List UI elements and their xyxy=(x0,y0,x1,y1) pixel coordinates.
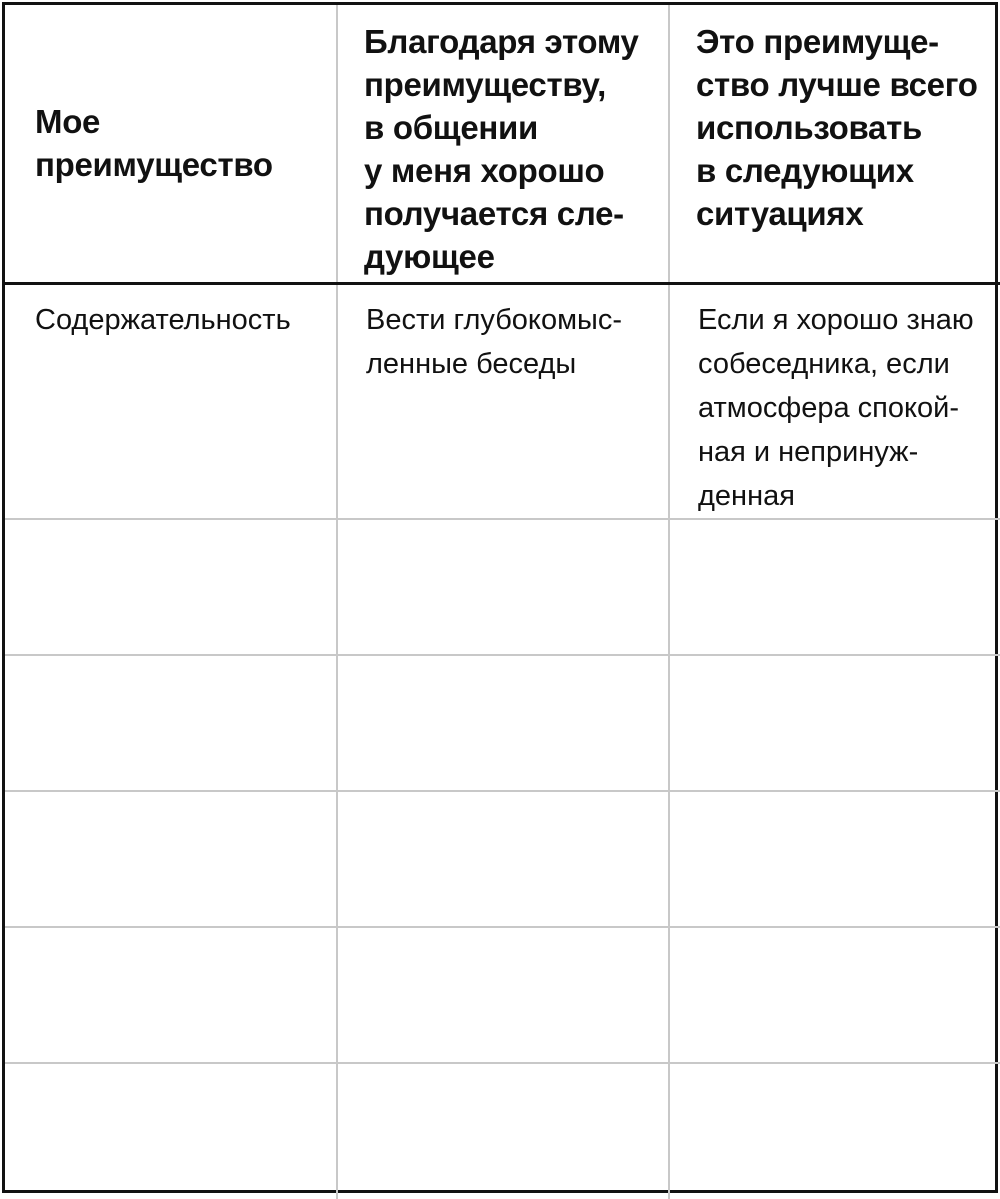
table-cell xyxy=(5,283,337,519)
table-row xyxy=(5,791,1000,927)
table-cell xyxy=(5,791,337,927)
table-cell xyxy=(337,655,669,791)
header-what-works-well xyxy=(337,5,669,283)
header-label: Это преимуще- ство лучше всего использовать в следующих ситуациях xyxy=(696,23,978,232)
cell-text: Содержательность xyxy=(35,303,291,336)
table-cell xyxy=(5,927,337,1063)
table-cell xyxy=(337,1063,669,1199)
table-cell xyxy=(669,519,1000,655)
table-header xyxy=(5,5,1000,283)
header-my-advantage xyxy=(5,5,337,283)
table-cell xyxy=(337,791,669,927)
table-cell xyxy=(337,283,669,519)
table-cell xyxy=(5,1063,337,1199)
header-label: Благодаря этому преимуществу, в общении у меня хорошо получается сле- дующее xyxy=(364,23,639,275)
cell-text: Вести глубокомыс- ленные беседы xyxy=(366,303,623,380)
table-row xyxy=(5,283,1000,519)
table-cell xyxy=(669,283,1000,519)
table-cell xyxy=(669,655,1000,791)
table-cell xyxy=(669,927,1000,1063)
table-cell xyxy=(669,1063,1000,1199)
table-cell xyxy=(5,519,337,655)
table-cell xyxy=(5,655,337,791)
table-cell xyxy=(337,519,669,655)
table-row xyxy=(5,927,1000,1063)
table-row xyxy=(5,1063,1000,1199)
header-best-situations xyxy=(669,5,1000,283)
table-row xyxy=(5,519,1000,655)
table-row xyxy=(5,655,1000,791)
header-row xyxy=(5,5,1000,283)
advantages-table xyxy=(2,2,998,1193)
table-cell xyxy=(337,927,669,1063)
cell-text: Если я хорошо знаю собеседника, если атмосфера спокой- ная и непринуж- денная xyxy=(698,303,974,512)
table-cell xyxy=(669,791,1000,927)
table-body xyxy=(5,283,1000,1199)
advantages-grid xyxy=(5,5,1000,1199)
header-label: Мое преимущество xyxy=(35,103,273,184)
